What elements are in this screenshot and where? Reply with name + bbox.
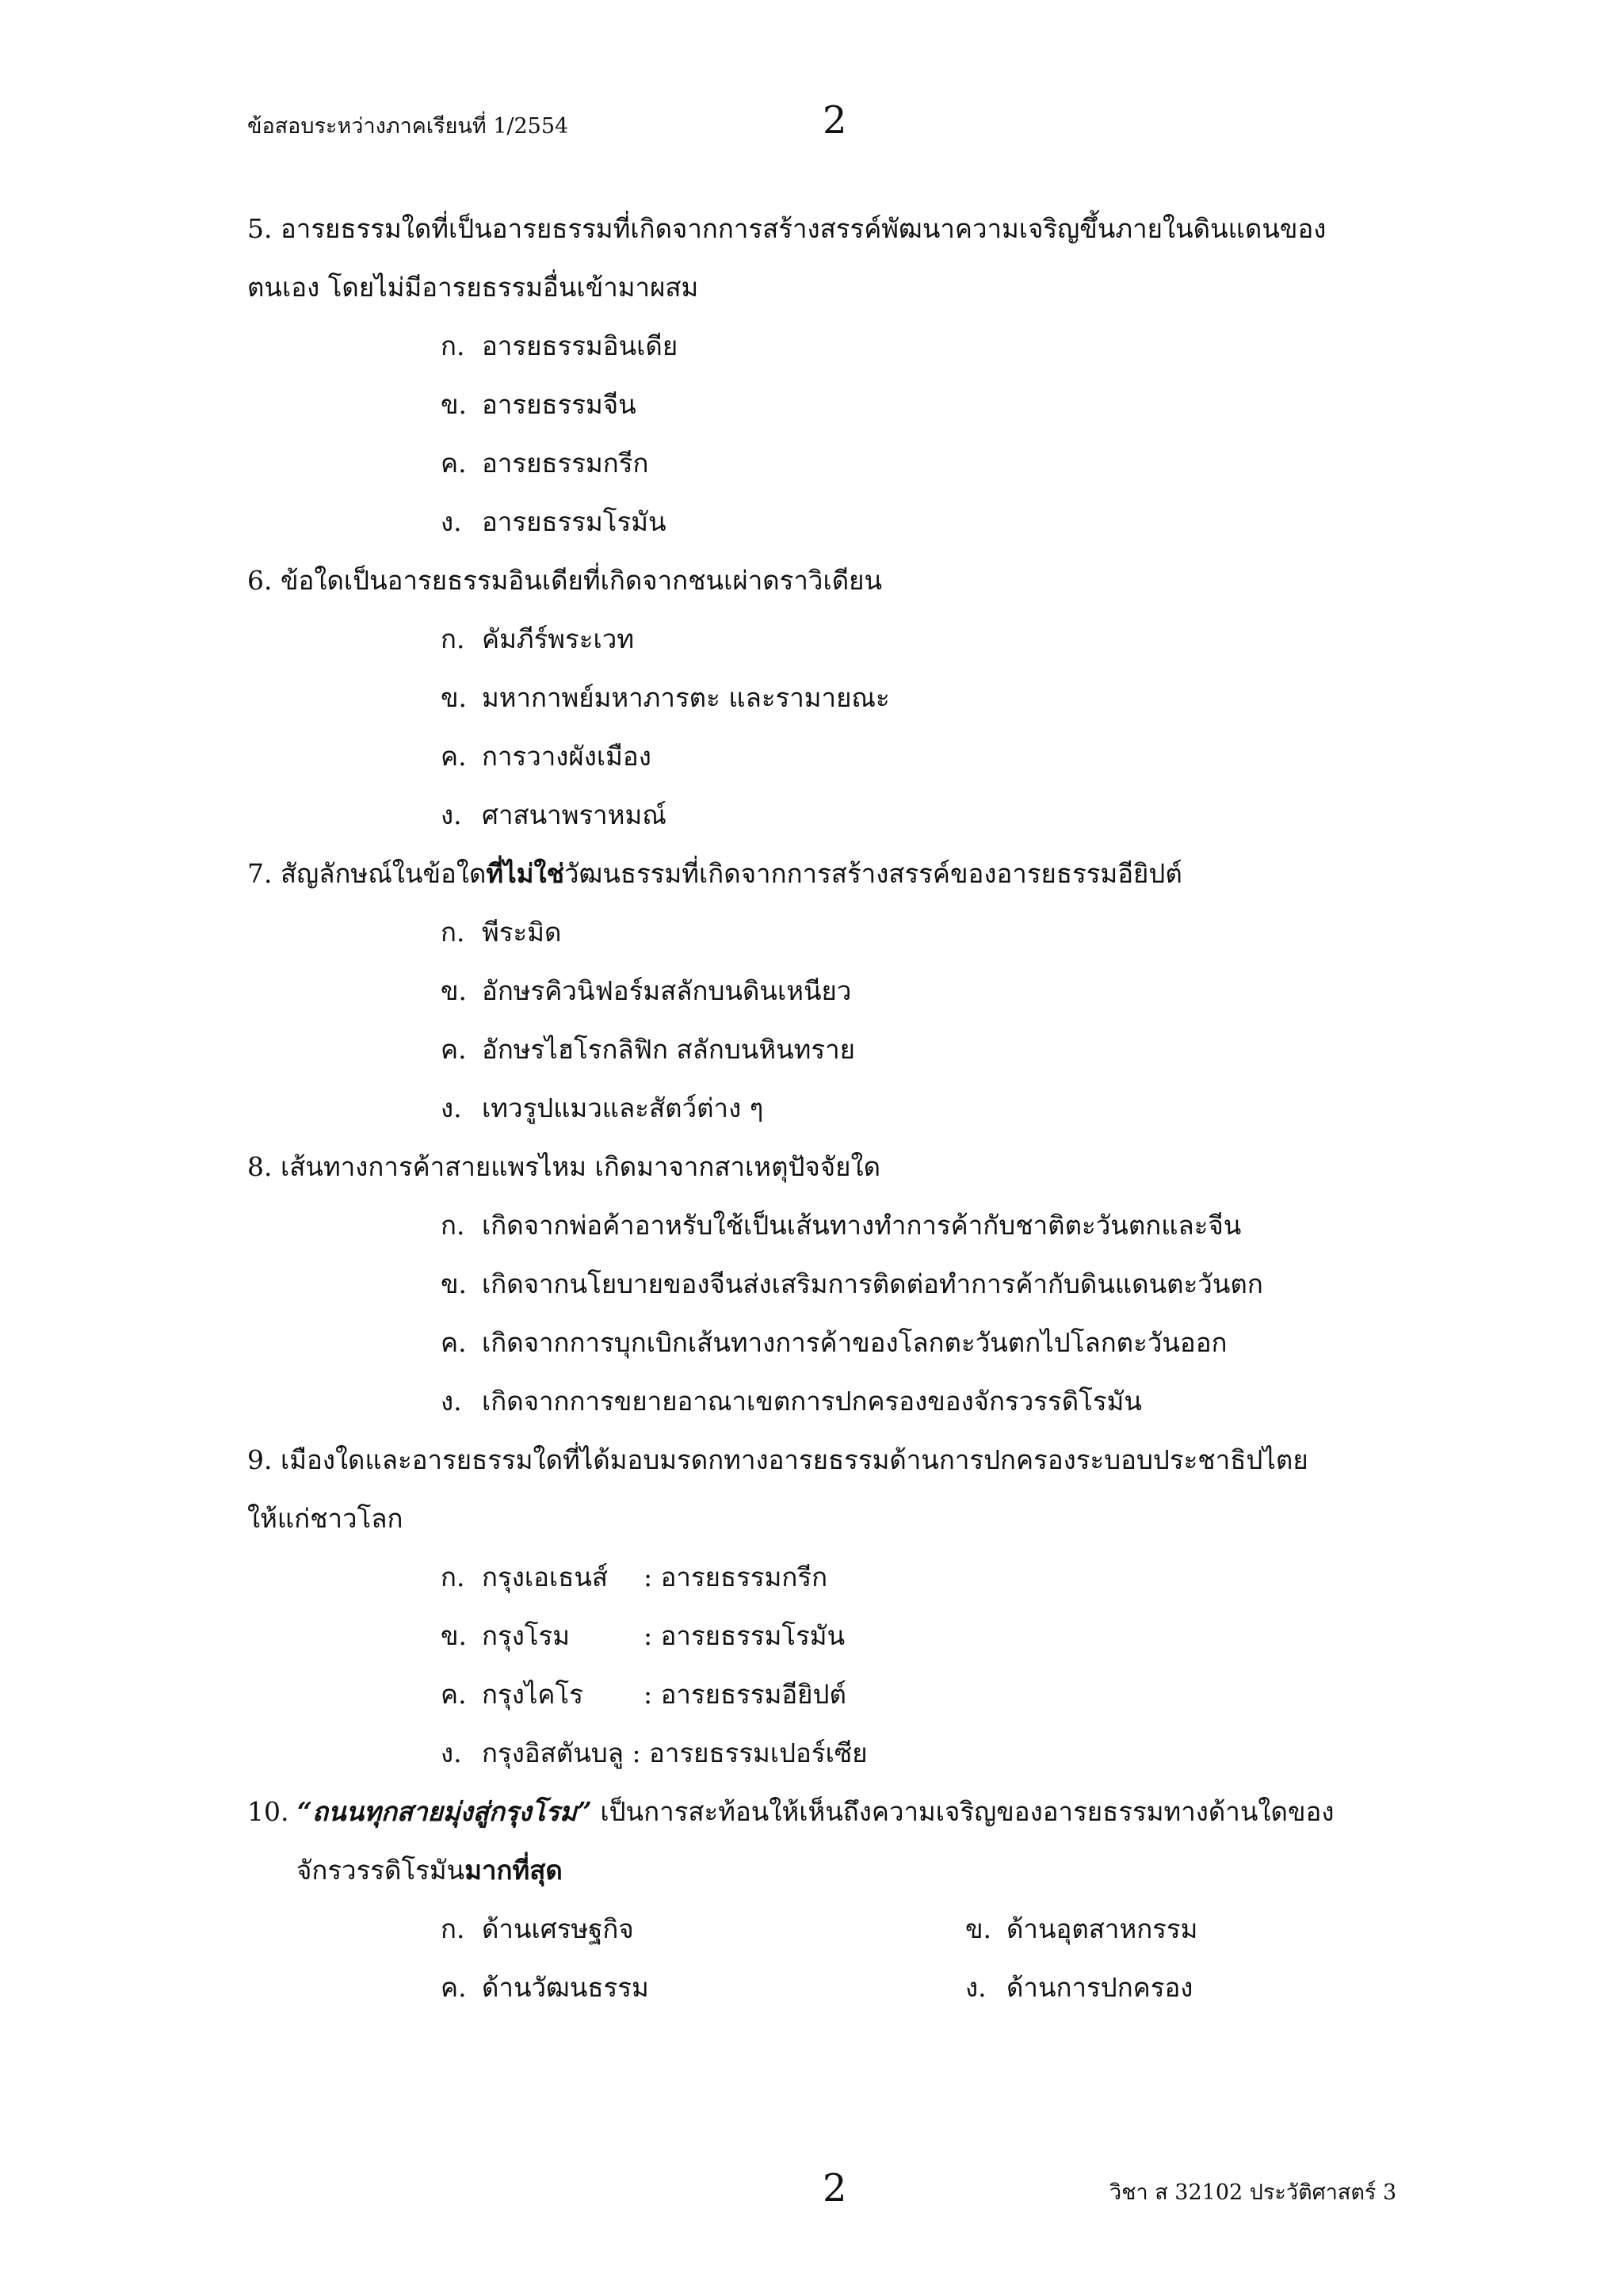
question-text-continued: ให้แก่ชาวโลก	[247, 1503, 403, 1534]
answer-option[interactable]	[441, 1958, 649, 2017]
answer-option[interactable]	[247, 610, 1436, 669]
option-text: ด้านเศรษฐกิจ	[482, 1913, 634, 1944]
option-civilization: : อารยธรรมโรมัน	[643, 1620, 846, 1651]
footer-subject: วิชา ส 32102 ประวัติศาสตร์ 3	[1109, 2180, 1397, 2205]
option-letter: ค.	[441, 1327, 467, 1358]
option-letter: ค.	[441, 741, 467, 772]
header-page-number: 2	[823, 98, 847, 143]
question-text-end: เป็นการสะท้อนให้เห็นถึงความเจริญของอารยธรรมทางด้านใดของ	[591, 1796, 1335, 1827]
option-letter: ง.	[965, 1972, 987, 2003]
answer-option[interactable]	[965, 1900, 1197, 1958]
option-letter: ข.	[965, 1913, 992, 1944]
option-text: อักษรคิวนิฟอร์มสลักบนดินเหนียว	[482, 975, 852, 1006]
question-10	[247, 1783, 1436, 2017]
answer-option[interactable]	[247, 1020, 1436, 1079]
question-text-continued	[247, 1841, 1436, 1900]
option-city: กรุงไคโร	[482, 1679, 583, 1710]
option-letter: ง.	[441, 506, 462, 537]
option-letter: ค.	[441, 1034, 467, 1065]
option-text: อารยธรรมโรมัน	[482, 506, 666, 537]
option-letter: ค.	[441, 1972, 467, 2003]
answer-option[interactable]	[247, 317, 1436, 376]
option-letter: ก.	[441, 1913, 465, 1944]
question-5	[247, 200, 1436, 551]
question-text	[247, 1783, 1436, 1841]
option-letter: ค.	[441, 448, 467, 479]
question-text-continued: ตนเอง โดยไม่มีอารยธรรมอื่นเข้ามาผสม	[247, 272, 699, 303]
option-text: คัมภีร์พระเวท	[482, 624, 635, 654]
option-text: เกิดจากนโยบายของจีนส่งเสริมการติดต่อทำการค้ากับดินแดนตะวันตก	[482, 1268, 1263, 1299]
answer-option[interactable]	[247, 1548, 1436, 1607]
answer-option[interactable]	[247, 376, 1436, 434]
option-text: อารยธรรมจีน	[482, 389, 636, 420]
option-text: ด้านอุตสาหกรรม	[1006, 1913, 1198, 1944]
option-letter: ก.	[441, 624, 465, 654]
option-letter: ข.	[441, 975, 468, 1006]
option-text: อารยธรรมอินเดีย	[482, 330, 678, 361]
option-letter: ข.	[441, 1268, 468, 1299]
option-text: ด้านวัฒนธรรม	[482, 1972, 649, 2003]
option-text: อักษรไฮโรกลิฟิก สลักบนหินทราย	[482, 1034, 856, 1065]
answer-option[interactable]	[247, 1079, 1436, 1138]
answer-option[interactable]	[247, 903, 1436, 962]
option-civilization: : อารยธรรมเปอร์เซีย	[632, 1737, 868, 1768]
option-letter: ง.	[441, 799, 462, 830]
emphasis-not: ที่ไม่ใช่	[486, 858, 565, 889]
question-text: 5. อารยธรรมใดที่เป็นอารยธรรมที่เกิดจากการสร้างสรรค์พัฒนาความเจริญขึ้นภายในดินแดนของ	[247, 213, 1327, 244]
option-letter: ข.	[441, 1620, 468, 1651]
option-letter: ก.	[441, 1562, 465, 1592]
question-9	[247, 1431, 1436, 1783]
answer-option[interactable]	[441, 1900, 634, 1958]
question-text: 8. เส้นทางการค้าสายแพรไหม เกิดมาจากสาเหตุปัจจัยใด	[247, 1151, 880, 1182]
answer-option[interactable]	[247, 1196, 1436, 1255]
answer-option[interactable]	[965, 1958, 1193, 2017]
answer-option[interactable]	[247, 1314, 1436, 1372]
answer-option[interactable]	[247, 1607, 1436, 1665]
question-text-start: จักรวรรดิโรมัน	[296, 1855, 465, 1886]
footer-page-number: 2	[823, 2166, 847, 2210]
option-city: กรุงเอเธนส์	[482, 1562, 609, 1592]
option-text: เกิดจากการขยายอาณาเขตการปกครองของจักรวรรดิโรมัน	[482, 1386, 1142, 1417]
answer-option-row	[247, 1958, 1436, 2017]
option-text: ศาสนาพราหมณ์	[482, 799, 666, 830]
option-letter: ง.	[441, 1737, 462, 1768]
answer-option[interactable]	[247, 669, 1436, 727]
question-8	[247, 1138, 1436, 1431]
option-text: การวางผังเมือง	[482, 741, 651, 772]
option-text: เกิดจากพ่อค้าอาหรับใช้เป็นเส้นทางทำการค้ากับชาติตะวันตกและจีน	[482, 1210, 1242, 1241]
question-number: 10.	[247, 1796, 289, 1827]
option-letter: ค.	[441, 1679, 467, 1710]
answer-option[interactable]	[247, 434, 1436, 493]
option-city: กรุงอิสตันบลู	[482, 1737, 624, 1768]
option-letter: ก.	[441, 1210, 465, 1241]
option-letter: ข.	[441, 389, 468, 420]
option-civilization: : อารยธรรมอียิปต์	[643, 1679, 846, 1710]
option-letter: ข.	[441, 682, 468, 713]
answer-option[interactable]	[247, 1665, 1436, 1724]
answer-option[interactable]	[247, 962, 1436, 1020]
option-city: กรุงโรม	[482, 1620, 571, 1651]
option-text: อารยธรรมกรีก	[482, 448, 649, 479]
question-text: 9. เมืองใดและอารยธรรมใดที่ได้มอบมรดกทางอารยธรรมด้านการปกครองระบอบประชาธิปไตย	[247, 1444, 1308, 1475]
option-text: เกิดจากการบุกเบิกเส้นทางการค้าของโลกตะวันตกไปโลกตะวันออก	[482, 1327, 1228, 1358]
option-civilization: : อารยธรรมกรีก	[643, 1562, 828, 1592]
answer-option[interactable]	[247, 786, 1436, 845]
question-list	[247, 200, 1436, 2017]
answer-option[interactable]	[247, 727, 1436, 786]
option-letter: ง.	[441, 1093, 462, 1123]
answer-option[interactable]	[247, 493, 1436, 551]
option-text: พีระมิด	[482, 917, 562, 948]
answer-option[interactable]	[247, 1255, 1436, 1314]
emphasis-most: มากที่สุด	[464, 1855, 563, 1886]
question-6	[247, 551, 1436, 845]
quote-emphasis: “ถนนทุกสายมุ่งสู่กรุงโรม”	[296, 1796, 592, 1827]
option-text: เทวรูปแมวและสัตว์ต่าง ๆ	[482, 1093, 764, 1123]
option-text: มหากาพย์มหาภารตะ และรามายณะ	[482, 682, 890, 713]
option-letter: ก.	[441, 917, 465, 948]
question-7	[247, 845, 1436, 1138]
option-letter: ก.	[441, 330, 465, 361]
option-letter: ง.	[441, 1386, 462, 1417]
header-exam-title: ข้อสอบระหว่างภาคเรียนที่ 1/2554	[247, 114, 569, 139]
question-text-start: 7. สัญลักษณ์ในข้อใด	[247, 858, 487, 889]
question-text-end: วัฒนธรรมที่เกิดจากการสร้างสรรค์ของอารยธรรมอียิปต์	[564, 858, 1182, 889]
option-text: ด้านการปกครอง	[1006, 1972, 1193, 2003]
answer-option[interactable]	[247, 1724, 1436, 1783]
question-text	[247, 845, 1436, 903]
question-text: 6. ข้อใดเป็นอารยธรรมอินเดียที่เกิดจากชนเผ่าดราวิเดียน	[247, 565, 883, 596]
answer-option[interactable]	[247, 1372, 1436, 1431]
answer-option-row	[247, 1900, 1436, 1958]
